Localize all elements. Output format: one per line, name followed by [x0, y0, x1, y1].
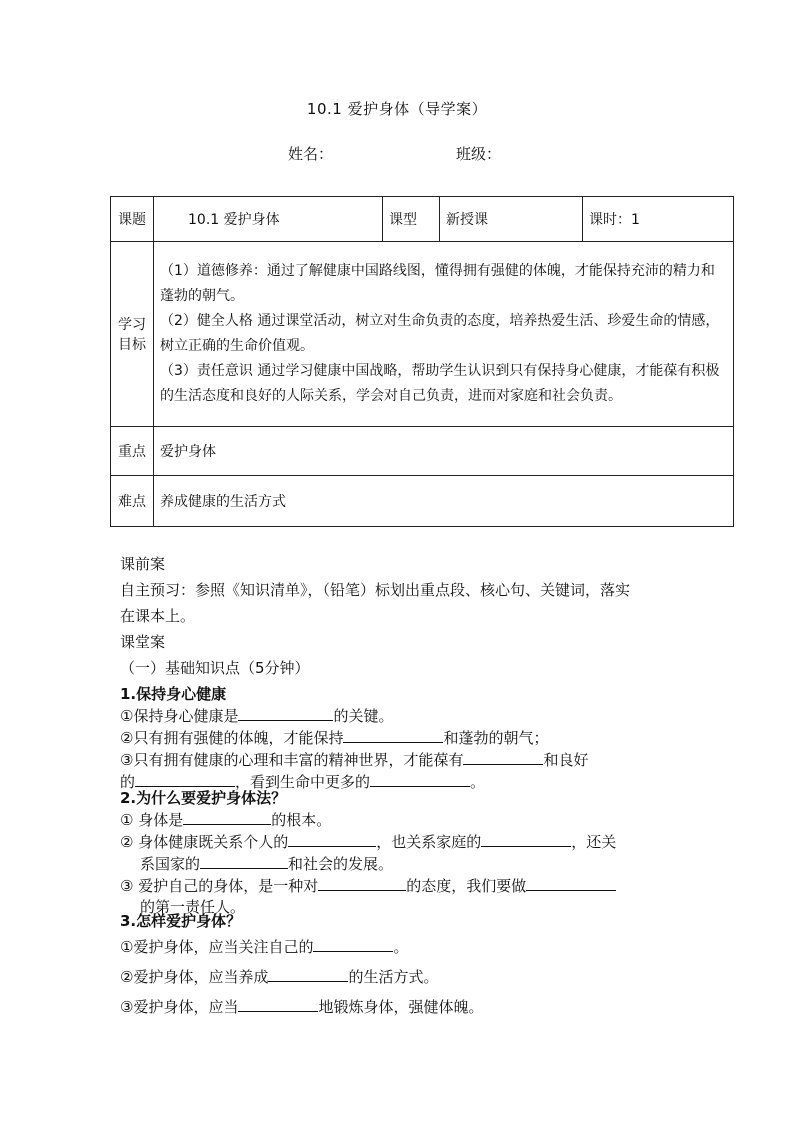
- question-2: [120, 788, 720, 918]
- question-1: [120, 684, 720, 793]
- goals-label-line1: 学习: [118, 317, 146, 333]
- question-line: 系国家的 和社会的发展。: [140, 855, 394, 873]
- difficulty-label: 难点: [111, 476, 154, 527]
- class-label: 班级：: [456, 145, 502, 163]
- question-line: ①爱护身体，应当关注自己的 。: [120, 938, 409, 956]
- table-row: [111, 427, 734, 476]
- table-row: [111, 197, 734, 242]
- name-label: 姓名：: [288, 145, 334, 163]
- answer-blank[interactable]: [183, 809, 271, 825]
- answer-blank[interactable]: [318, 875, 406, 891]
- question-line: ① 身体是 的根本。: [120, 811, 332, 829]
- question-line: 的第一责任人。: [140, 898, 246, 916]
- question-title: 3.怎样爱护身体？: [120, 912, 242, 930]
- type-value: 新授课: [440, 197, 583, 242]
- answer-blank[interactable]: [135, 771, 235, 787]
- question-line: ② 身体健康既关系个人的 ，也关系家庭的 ，还关: [120, 833, 617, 851]
- answer-blank[interactable]: [481, 831, 571, 847]
- goals-label: [111, 242, 154, 427]
- table-row: [111, 476, 734, 527]
- key-label: 重点: [111, 427, 154, 476]
- answer-blank[interactable]: [238, 996, 318, 1012]
- table-row: [111, 242, 734, 427]
- question-line: ③只有拥有健康的心理和丰富的精神世界，才能葆有 和良好: [120, 751, 589, 769]
- topic-label: 课题: [111, 197, 154, 242]
- goals-label-line2: 目标: [118, 337, 146, 353]
- answer-blank[interactable]: [200, 853, 288, 869]
- goals-cell: [154, 242, 734, 427]
- goal-item: （2）健全人格 通过课堂活动，树立对生命负责的态度，培养热爱生活、珍爱生命的情感，树立正确的生命价值观。: [160, 313, 720, 354]
- question-title: 2.为什么要爱护身体法？: [120, 789, 287, 807]
- answer-blank[interactable]: [526, 875, 616, 891]
- pre-class-heading: 课前案: [120, 555, 166, 573]
- key-value: 爱护身体: [154, 427, 734, 476]
- question-line: ②爱护身体，应当养成 的生活方式。: [120, 968, 439, 986]
- question-line: ③ 爱护自己的身体，是一种对 的态度，我们要做: [120, 875, 720, 897]
- lesson-info-table: [110, 196, 734, 527]
- goal-item: （1）道德修养：通过了解健康中国路线图，懂得拥有强健的体魄，才能保持充沛的精力和蓬勃的朝气。: [160, 263, 715, 304]
- question-line: ②只有拥有强健的体魄，才能保持 和蓬勃的朝气；: [120, 729, 549, 747]
- answer-blank[interactable]: [238, 705, 333, 721]
- topic-value: 10.1 爱护身体: [188, 212, 280, 228]
- question-line: ③爱护身体，应当 地锻炼身体，强健体魄。: [120, 998, 484, 1016]
- question-line: ①保持身心健康是 的关键。: [120, 707, 394, 725]
- goal-item: （3）责任意识 通过学习健康中国战略，帮助学生认识到只有保持身心健康，才能葆有积极的生活态度和良好的人际关系，学会对自己负责，进而对家庭和社会负责。: [160, 363, 720, 404]
- in-class-subheading: （一）基础知识点（5分钟）: [120, 659, 310, 677]
- page-title: 10.1 爱护身体（导学案）: [306, 100, 488, 118]
- pre-class-text: 在课本上。: [120, 607, 196, 625]
- pre-class-section: [120, 551, 720, 681]
- in-class-heading: 课堂案: [120, 633, 166, 651]
- answer-blank[interactable]: [370, 771, 470, 787]
- topic-cell: [154, 197, 383, 242]
- difficulty-value: 养成健康的生活方式: [154, 476, 734, 527]
- answer-blank[interactable]: [343, 727, 443, 743]
- answer-blank[interactable]: [288, 831, 376, 847]
- question-title: 1.保持身心健康: [120, 685, 227, 703]
- answer-blank[interactable]: [313, 936, 393, 952]
- question-3: [120, 910, 720, 1022]
- pre-class-text: 自主预习：参照《知识清单》，（铅笔）标划出重点段、核心句、关键词，落实: [120, 581, 631, 599]
- answer-blank[interactable]: [268, 966, 348, 982]
- hours-value: 课时：1: [583, 197, 734, 242]
- question-line: 的 ，看到生命中更多的 。: [120, 773, 486, 791]
- type-label: 课型: [383, 197, 440, 242]
- answer-blank[interactable]: [463, 749, 543, 765]
